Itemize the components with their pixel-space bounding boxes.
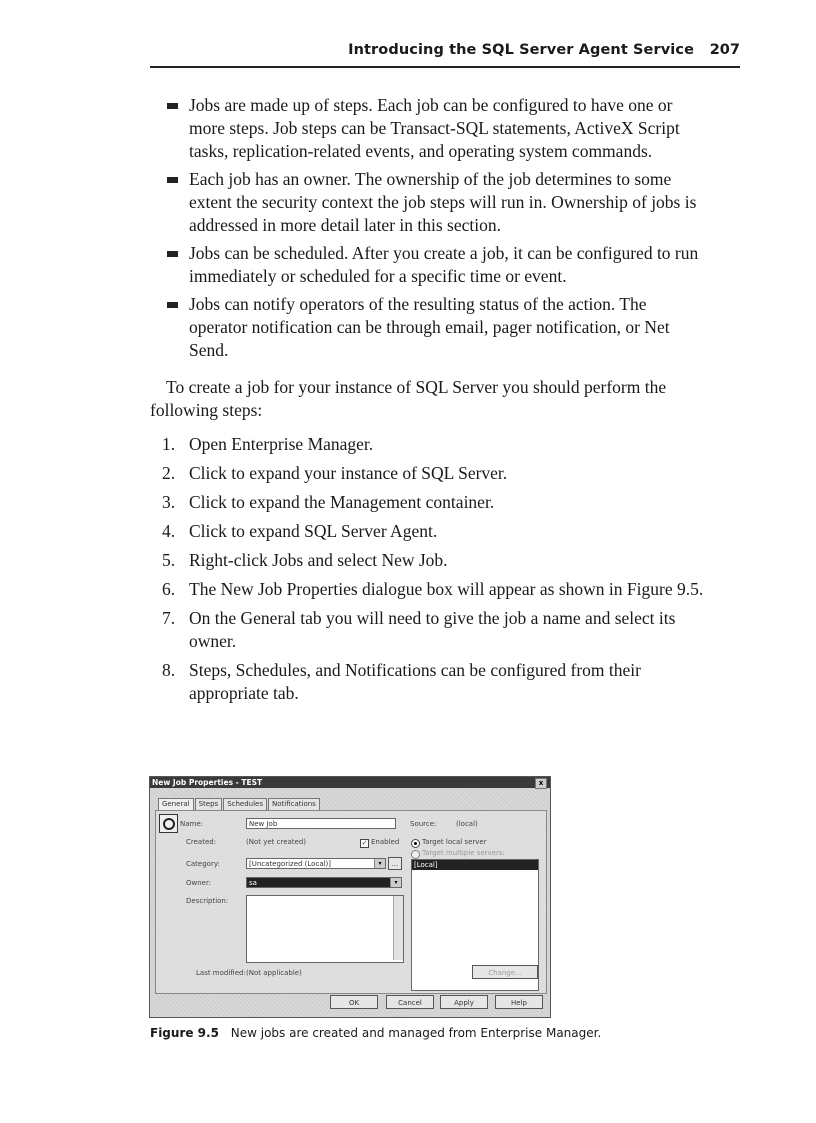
description-scrollbar[interactable] bbox=[393, 896, 403, 960]
bullet-item: Jobs can be scheduled. After you create a job, it can be configured to run immediately or scheduled for a specific time or event. bbox=[167, 242, 707, 288]
target-local-label: Target local server bbox=[422, 838, 487, 846]
target-server-item[interactable]: [Local] bbox=[412, 860, 538, 870]
bullet-marker-icon bbox=[167, 251, 178, 257]
figure-caption-text: New jobs are created and managed from Enterprise Manager. bbox=[230, 1026, 602, 1040]
intro-paragraph: To create a job for your instance of SQL Server you should perform the following steps: bbox=[150, 377, 667, 420]
source-label: Source: bbox=[410, 820, 437, 828]
job-clock-icon bbox=[159, 814, 178, 833]
created-value: (Not yet created) bbox=[246, 838, 307, 846]
name-input[interactable]: New Job bbox=[246, 818, 396, 829]
close-icon[interactable]: x bbox=[535, 778, 547, 789]
step-item: 4. Click to expand SQL Server Agent. bbox=[162, 521, 438, 541]
bullet-marker-icon bbox=[167, 177, 178, 183]
page-number: 207 bbox=[709, 42, 740, 58]
bullet-marker-icon bbox=[167, 103, 178, 109]
target-local-radio[interactable] bbox=[411, 839, 420, 848]
dialog-title: New Job Properties - TEST bbox=[152, 778, 263, 787]
owner-label: Owner: bbox=[186, 879, 212, 887]
tab-steps[interactable]: Steps bbox=[195, 798, 223, 810]
cancel-button[interactable]: Cancel bbox=[386, 995, 434, 1009]
source-value: (local) bbox=[456, 820, 478, 828]
apply-button[interactable]: Apply bbox=[440, 995, 488, 1009]
step-item: 3. Click to expand the Management container. bbox=[162, 492, 495, 512]
target-multiple-label: Target multiple servers: bbox=[422, 849, 505, 857]
bullet-item: Each job has an owner. The ownership of the job determines to some extent the security context the job steps will run in. Ownership of jobs is addressed in more detail later in this section. bbox=[167, 168, 707, 237]
ok-button[interactable]: OK bbox=[330, 995, 378, 1009]
enabled-checkbox[interactable]: ✓ bbox=[361, 839, 368, 847]
tab-notifications[interactable]: Notifications bbox=[268, 798, 320, 810]
step-item: 8. Steps, Schedules, and Notifications can be configured from their appropriate tab. bbox=[162, 660, 641, 703]
description-label: Description: bbox=[186, 897, 229, 905]
bullet-item: Jobs can notify operators of the resulting status of the action. The operator notification can be through email, pager notification, or Net Send. bbox=[167, 293, 707, 362]
enabled-label: Enabled bbox=[371, 838, 400, 846]
target-multiple-radio[interactable] bbox=[411, 850, 420, 859]
chevron-down-icon[interactable]: ▾ bbox=[390, 878, 401, 887]
step-item: 1. Open Enterprise Manager. bbox=[162, 434, 374, 454]
general-panel bbox=[155, 810, 547, 994]
created-label: Created: bbox=[186, 838, 217, 846]
step-item: 2. Click to expand your instance of SQL Server. bbox=[162, 463, 508, 483]
tab-schedules[interactable]: Schedules bbox=[223, 798, 267, 810]
chapter-title: Introducing the SQL Server Agent Service bbox=[348, 42, 694, 58]
last-modified-label: Last modified: bbox=[196, 969, 246, 977]
chevron-down-icon[interactable]: ▾ bbox=[374, 859, 385, 868]
change-button[interactable]: Change... bbox=[472, 965, 538, 979]
step-list bbox=[162, 433, 722, 711]
last-modified-value: (Not applicable) bbox=[246, 969, 302, 977]
step-item: 6. The New Job Properties dialogue box will appear as shown in Figure 9.5. bbox=[162, 579, 704, 599]
bullet-list bbox=[167, 94, 707, 367]
help-button[interactable]: Help bbox=[495, 995, 543, 1009]
bullet-marker-icon bbox=[167, 302, 178, 308]
owner-select[interactable]: sa ▾ bbox=[246, 877, 402, 888]
category-select[interactable]: [Uncategorized (Local)] ▾ bbox=[246, 858, 386, 869]
step-item: 5. Right-click Jobs and select New Job. bbox=[162, 550, 448, 570]
name-label: Name: bbox=[180, 820, 204, 828]
bullet-item: Jobs are made up of steps. Each job can be configured to have one or more steps. Job steps can be Transact-SQL statements, ActiveX Script tasks, replication-related events, and operating system commands. bbox=[167, 94, 707, 163]
category-browse-button[interactable]: ... bbox=[388, 857, 402, 870]
figure-label: Figure 9.5 bbox=[150, 1026, 219, 1040]
step-item: 7. On the General tab you will need to give the job a name and select its owner. bbox=[162, 608, 676, 651]
tab-general[interactable]: General bbox=[158, 798, 194, 810]
category-label: Category: bbox=[186, 860, 220, 868]
new-job-properties-dialog bbox=[149, 776, 551, 1018]
description-textarea[interactable] bbox=[246, 895, 404, 963]
dialog-titlebar[interactable] bbox=[150, 777, 550, 788]
dialog-tabs bbox=[158, 798, 321, 810]
running-header bbox=[150, 40, 740, 68]
figure-caption bbox=[150, 1026, 601, 1040]
